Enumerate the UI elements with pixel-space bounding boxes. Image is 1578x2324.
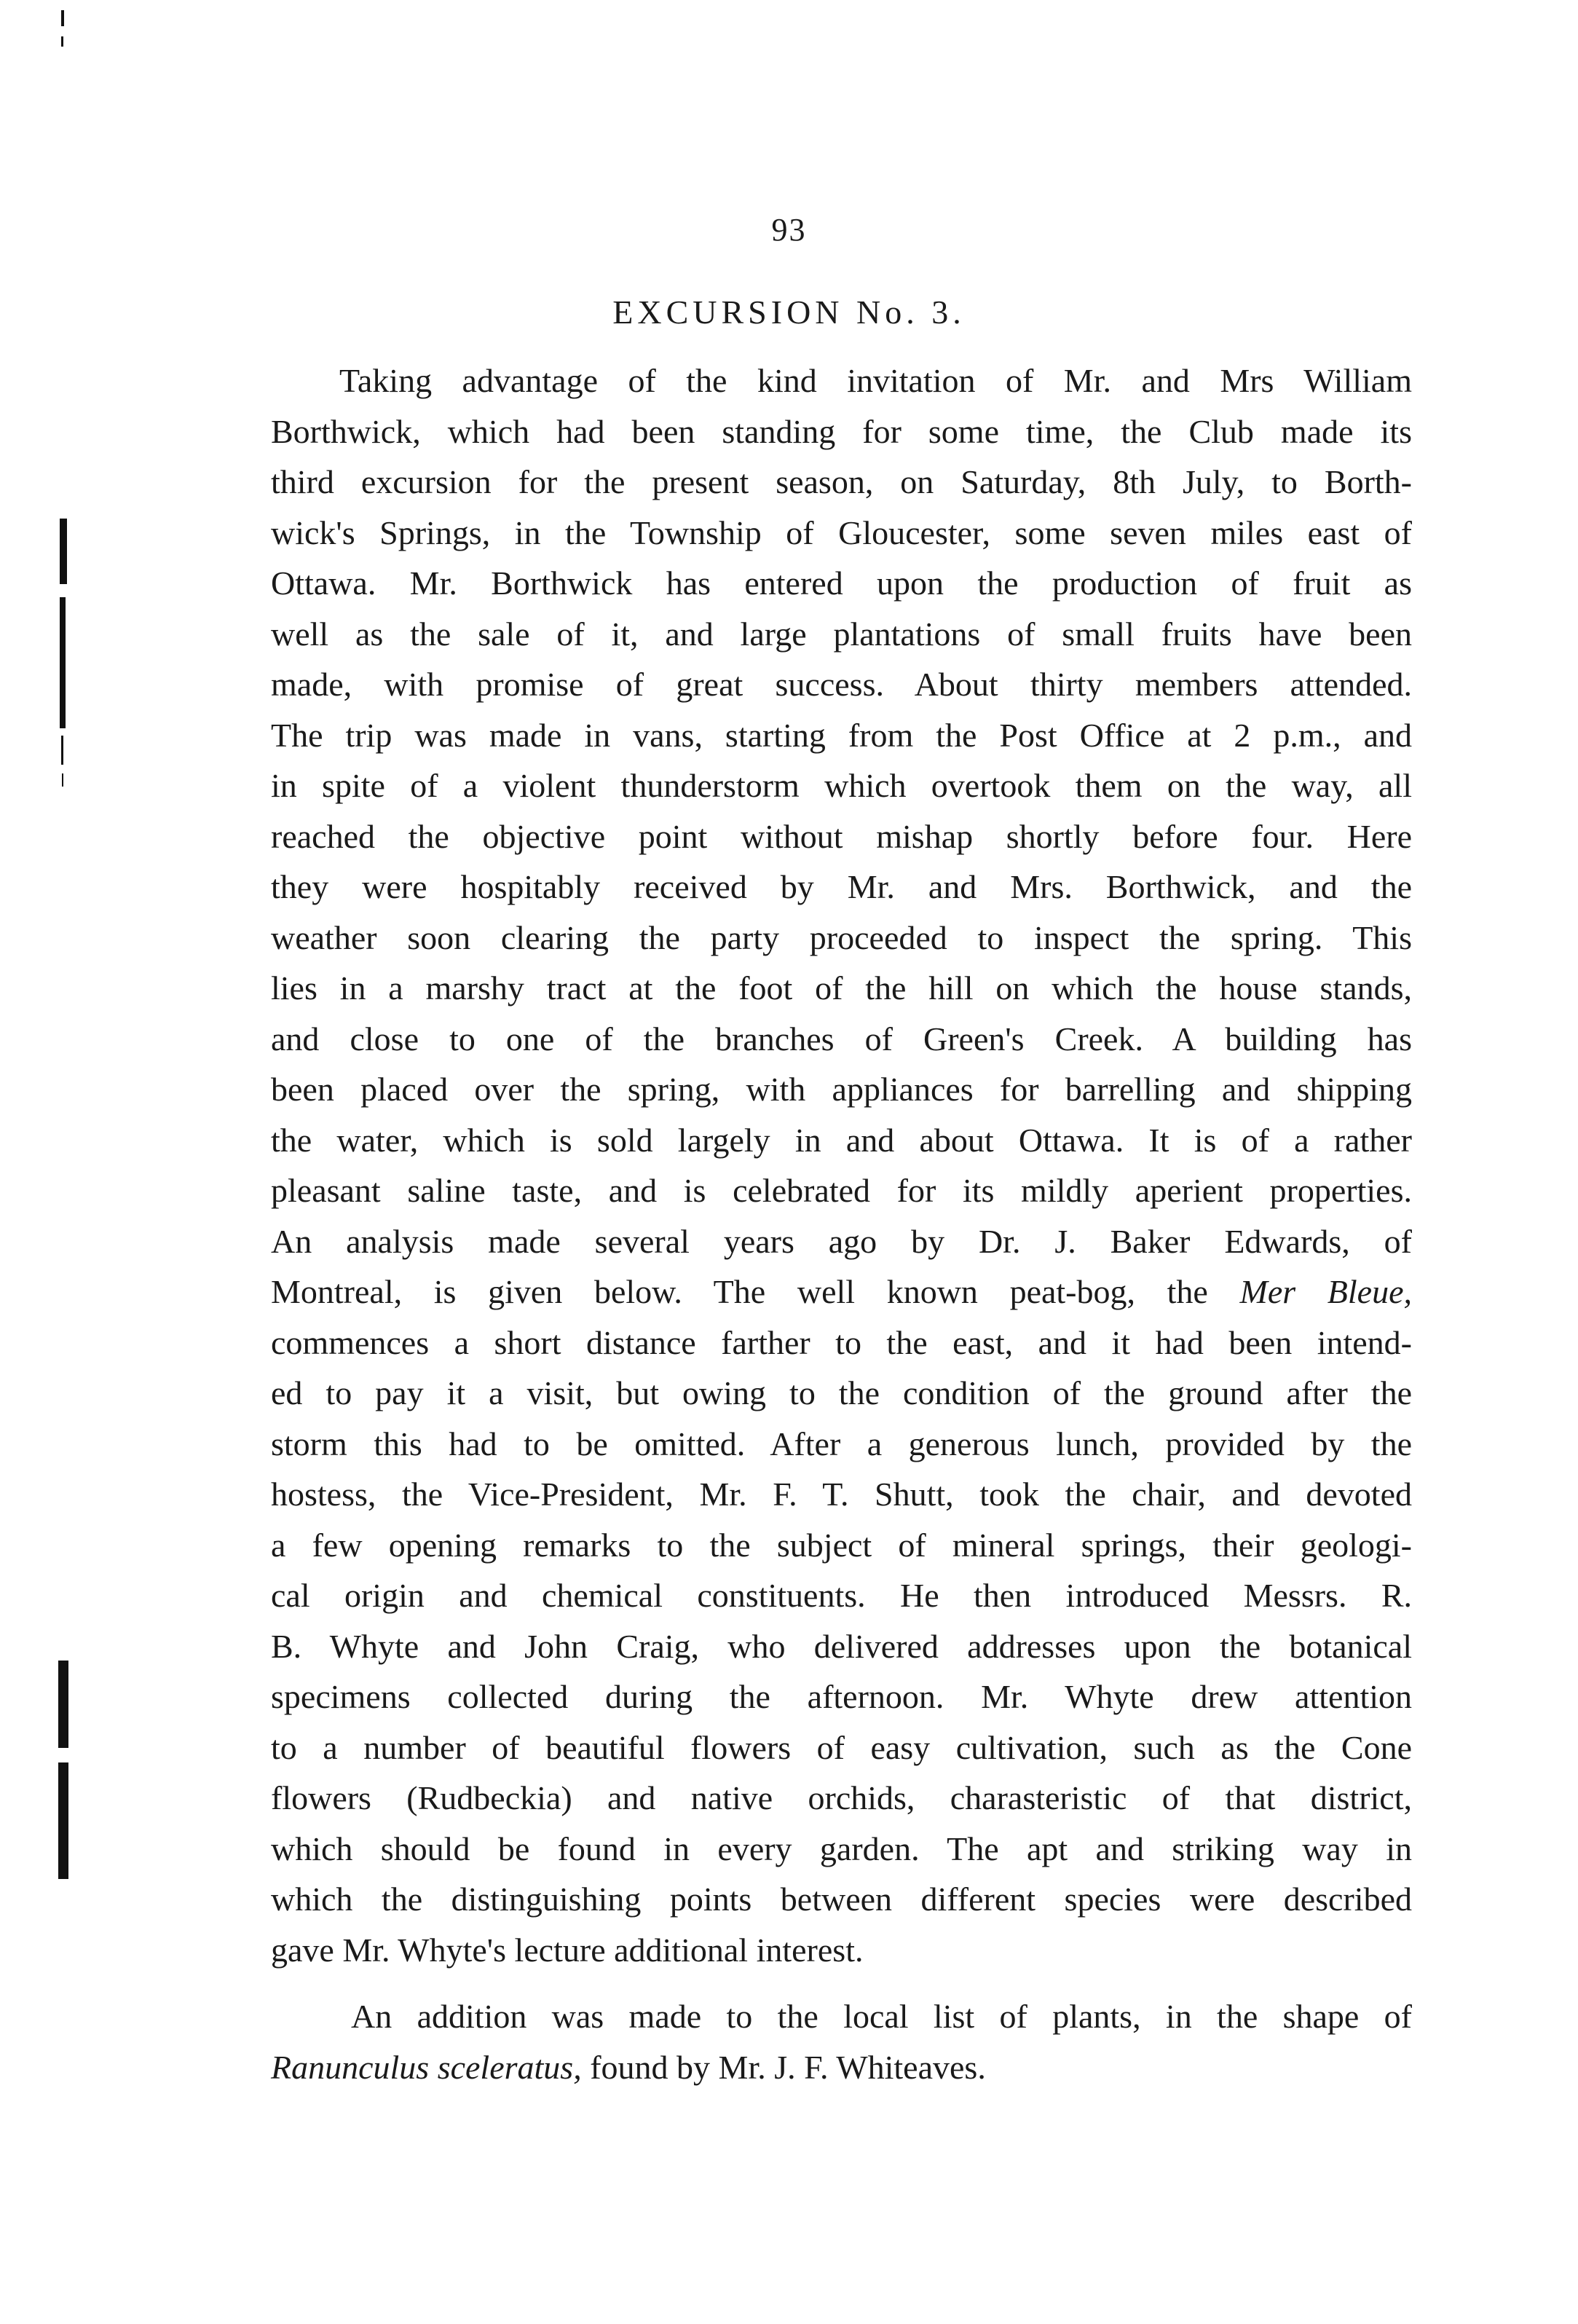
italic-term-ranunculus: Ranunculus sceleratus,: [271, 2048, 582, 2086]
text-line: lies in a marshy tract at the foot of the hill on which the house stands,: [271, 969, 1412, 1007]
text-line: weather soon clearing the party proceeded to inspect the spring. This: [271, 918, 1412, 956]
text-line: gave Mr. Whyte's lecture additional interest.: [271, 1931, 864, 1969]
text-line: Borthwick, which had been standing for some time, the Club made its: [271, 412, 1412, 450]
scan-mark-left-2: [60, 597, 66, 728]
scan-mark-left-3: [61, 736, 63, 765]
section-heading: EXCURSION No. 3.: [612, 294, 966, 331]
text-line: wick's Springs, in the Township of Gloucester, some seven miles east of: [271, 513, 1412, 551]
scan-mark-left-5: [58, 1661, 68, 1748]
scan-mark-left-1: [60, 519, 67, 584]
text-line: to a number of beautiful flowers of easy cultivation, such as the Cone: [271, 1728, 1412, 1766]
text-line: which the distinguishing points between different species were described: [271, 1880, 1412, 1918]
scan-mark-top: [61, 10, 64, 26]
text-line: been placed over the spring, with appliances for barrelling and shipping: [271, 1071, 1412, 1108]
scan-mark-left-4: [62, 773, 63, 787]
scan-mark-left-6: [58, 1762, 68, 1879]
text-line: Ottawa. Mr. Borthwick has entered upon the production of fruit as: [271, 564, 1412, 602]
paragraph-1: [271, 355, 1412, 1975]
text-line: a few opening remarks to the subject of mineral springs, their geologi-: [271, 1526, 1412, 1564]
text-line: ed to pay it a visit, but owing to the condition of the ground after the: [271, 1374, 1412, 1411]
text-line: Taking advantage of the kind invitation of Mr. and Mrs William: [339, 362, 1412, 399]
text-line-ranunculus: [271, 2042, 1412, 2093]
text-line: and close to one of the branches of Green's Creek. A building has: [271, 1020, 1412, 1057]
paragraph-2: [271, 1991, 1412, 2092]
text-line: cal origin and chemical constituents. He then introduced Messrs. R.: [271, 1577, 1412, 1614]
text-line: made, with promise of great success. About thirty members attended.: [271, 666, 1412, 703]
text-segment: found by Mr. J. F. Whiteaves.: [581, 2048, 986, 2086]
text-line: The trip was made in vans, starting from the Post Office at 2 p.m., and: [271, 716, 1412, 754]
text-line-mer-bleue: [271, 1267, 1412, 1317]
text-line: well as the sale of it, and large plantations of small fruits have been: [271, 615, 1412, 653]
text-segment: Montreal, is given below. The well known peat-bog, the: [271, 1273, 1240, 1310]
text-line: reached the objective point without mishap shortly before four. Here: [271, 817, 1412, 855]
paragraph-gap: [271, 1975, 1412, 1991]
text-line: flowers (Rudbeckia) and native orchids, charasteristic of that district,: [271, 1779, 1412, 1816]
page-number: 93: [771, 212, 807, 248]
text-line: which should be found in every garden. The apt and striking way in: [271, 1829, 1412, 1867]
text-line: they were hospitably received by Mr. and Mrs. Borthwick, and the: [271, 868, 1412, 905]
text-line: An analysis made several years ago by Dr. J. Baker Edwards, of: [271, 1222, 1412, 1260]
text-line: An addition was made to the local list of plants, in the shape of: [351, 1998, 1412, 2035]
text-line: commences a short distance farther to the east, and it had been intend-: [271, 1323, 1412, 1361]
text-line: B. Whyte and John Craig, who delivered addresses upon the botanical: [271, 1627, 1412, 1665]
text-line: third excursion for the present season, on Saturday, 8th July, to Borth-: [271, 463, 1412, 500]
scan-mark-top-2: [61, 36, 63, 47]
text-line: in spite of a violent thunderstorm which overtook them on the way, all: [271, 767, 1412, 804]
text-line: specimens collected during the afternoon. Mr. Whyte drew attention: [271, 1678, 1412, 1715]
text-line: the water, which is sold largely in and about Ottawa. It is of a rather: [271, 1121, 1412, 1159]
text-line: pleasant saline taste, and is celebrated for its mildly aperient properties.: [271, 1172, 1412, 1209]
italic-term-mer-bleue: Mer Bleue,: [1239, 1273, 1412, 1310]
text-line: hostess, the Vice-President, Mr. F. T. Shutt, took the chair, and devoted: [271, 1476, 1412, 1513]
text-line: storm this had to be omitted. After a generous lunch, provided by the: [271, 1425, 1412, 1462]
body-text: [271, 355, 1412, 2092]
